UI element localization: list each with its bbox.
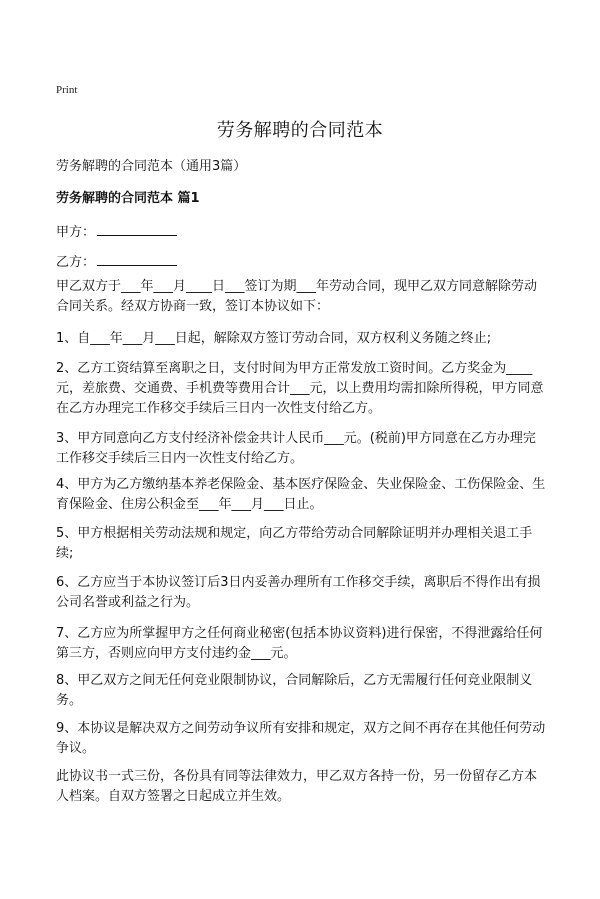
clause-3: 3、甲方同意向乙方支付经济补偿金共计人民币___元。(税前)甲方同意在乙方办理完工作移交手续后三日内一次性支付给乙方。	[56, 431, 536, 466]
party-b-blank	[97, 253, 177, 266]
document-subtitle: 劳务解聘的合同范本（通用3篇）	[56, 159, 247, 174]
clause-4: 4、甲方为乙方缴纳基本养老保险金、基本医疗保险金、失业保险金、工伤保险金、生育保险金、住房公积金至___年___月___日止。	[56, 477, 546, 512]
closing-paragraph: 此协议书一式三份，各份具有同等法律效力，甲乙双方各持一份，另一份留存乙方本人档案。自双方签署之日起成立并生效。	[56, 769, 538, 804]
document-title: 劳务解聘的合同范本	[216, 120, 384, 141]
clause-2: 2、乙方工资结算至离职之日，支付时间为甲方正常发放工资时间。乙方奖金为____元，差旅费、交通费、手机费等费用合计___元，以上费用均需扣除所得税，甲方同意在乙方办理完工作移交手续后三日内一次性支付给乙方。	[56, 361, 544, 416]
party-a-line	[56, 221, 177, 240]
party-b-line	[56, 251, 177, 270]
clause-8: 8、甲乙双方之间无任何竞业限制协议，合同解除后，乙方无需履行任何竞业限制义务。	[56, 673, 533, 708]
clause-5: 5、甲方根据相关劳动法规和规定，向乙方带给劳动合同解除证明并办理相关退工手续;	[56, 526, 533, 561]
party-a-blank	[97, 223, 177, 236]
clause-7: 7、乙方应为所掌握甲方之任何商业秘密(包括本协议资料)进行保密，不得泄露给任何第三方，否则应向甲方支付违约金___元。	[56, 626, 543, 661]
clause-1: 1、自___年___月___日起，解除双方签订劳动合同，双方权利义务随之终止;	[56, 331, 492, 346]
section-heading: 劳务解聘的合同范本 篇1	[56, 191, 200, 206]
print-label[interactable]: Print	[56, 84, 78, 96]
party-b-label: 乙方：	[56, 255, 96, 270]
intro-paragraph: 甲乙双方于___年___月____日___签订为期___年劳动合同，现甲乙双方同意解除劳动合同关系。经双方协商一致，签订本协议如下：	[56, 279, 538, 314]
clause-9: 9、本协议是解决双方之间劳动争议所有安排和规定，双方之间不再存在其他任何劳动争议。	[56, 721, 546, 756]
party-a-label: 甲方：	[56, 225, 96, 240]
clause-6: 6、乙方应当于本协议签订后3日内妥善办理所有工作移交手续，离职后不得作出有损公司名誉或利益之行为。	[56, 575, 541, 610]
